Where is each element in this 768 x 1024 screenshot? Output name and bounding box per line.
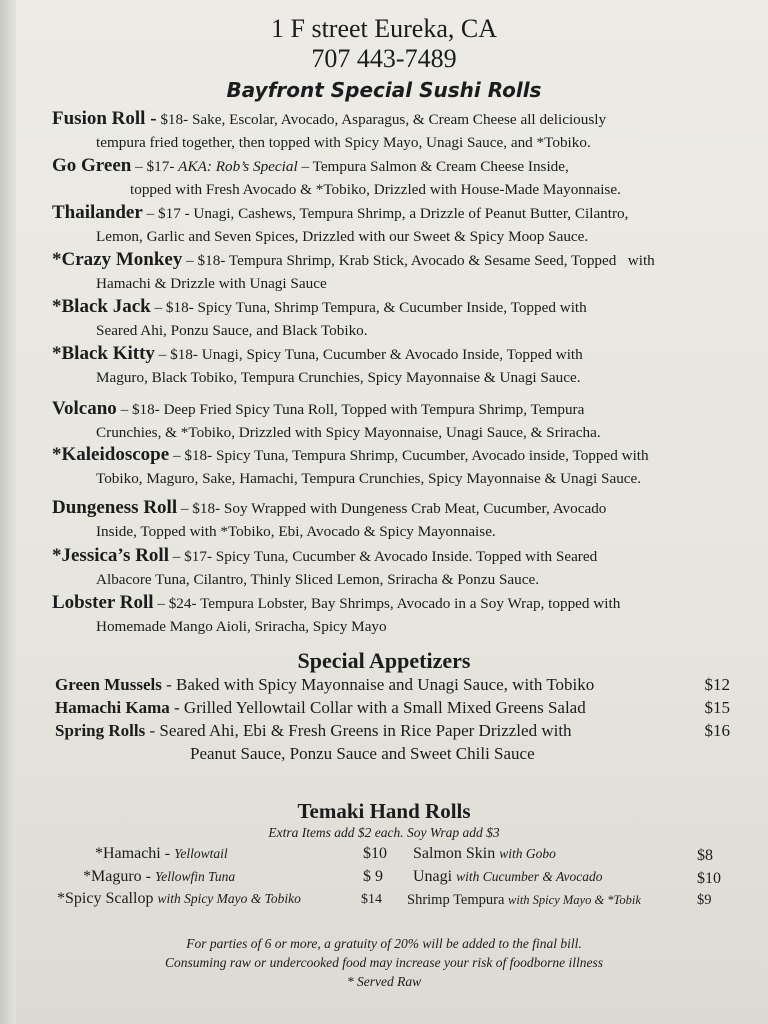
roll-name: Fusion Roll - xyxy=(52,108,157,129)
roll-item xyxy=(52,107,752,154)
roll-item xyxy=(52,443,752,490)
temaki-desc: with Spicy Mayo & Tobiko xyxy=(157,891,301,906)
roll-item xyxy=(52,154,752,201)
temaki-price: $10 xyxy=(697,870,721,887)
temaki-desc: with Gobo xyxy=(499,846,556,861)
restaurant-address: 1 F street Eureka, CA xyxy=(270,14,497,43)
sushi-rolls-title: Bayfront Special Sushi Rolls xyxy=(226,78,542,102)
roll-desc-cont: Hamachi & Drizzle with Unagi Sauce xyxy=(96,275,327,292)
roll-aka: AKA: Rob’s Special xyxy=(178,158,298,175)
roll-item xyxy=(52,342,752,389)
temaki-item xyxy=(413,845,556,863)
appetizers-title: Special Appetizers xyxy=(297,648,471,673)
roll-name: *Kaleidoscope xyxy=(52,444,170,465)
gratuity-note: For parties of 6 or more, a gratuity of 20% will be added to the final bill. xyxy=(186,936,582,951)
temaki-name: Salmon Skin xyxy=(413,845,500,862)
roll-desc-cont: Crunchies, & *Tobiko, Drizzled with Spicy Mayonnaise, Unagi Sauce, & Sriracha. xyxy=(96,424,601,441)
roll-item xyxy=(52,201,752,248)
roll-desc: – $18- Deep Fried Spicy Tuna Roll, Topped with Tempura Shrimp, Tempura xyxy=(116,401,585,418)
temaki-title: Temaki Hand Rolls xyxy=(297,799,471,823)
roll-name: Lobster Roll xyxy=(52,592,154,613)
appetizer-price: $16 xyxy=(704,721,730,740)
appetizer-name: Spring Rolls xyxy=(55,721,146,740)
appetizer-name: Green Mussels xyxy=(55,675,162,694)
roll-desc: $18- Sake, Escolar, Avocado, Asparagus, & Cream Cheese all deliciously xyxy=(156,111,607,128)
roll-desc: – $24- Tempura Lobster, Bay Shrimps, Avocado in a Soy Wrap, topped with xyxy=(153,595,621,612)
temaki-price: $10 xyxy=(363,845,387,862)
roll-desc: – $18- Soy Wrapped with Dungeness Crab Meat, Cucumber, Avocado xyxy=(177,500,607,517)
roll-desc: – $18- Unagi, Spicy Tuna, Cucumber & Avocado Inside, Topped with xyxy=(154,346,583,363)
roll-name: *Jessica’s Roll xyxy=(52,545,169,566)
temaki-item xyxy=(57,890,301,908)
temaki-price: $14 xyxy=(361,892,382,907)
temaki-price: $9 xyxy=(697,892,712,908)
appetizer-price: $12 xyxy=(704,675,730,694)
temaki-name: Unagi xyxy=(413,868,457,885)
roll-desc-cont: Maguro, Black Tobiko, Tempura Crunchies, Spicy Mayonnaise & Unagi Sauce. xyxy=(96,369,581,386)
temaki-name: *Spicy Scallop xyxy=(57,890,158,907)
roll-desc: – $18- Spicy Tuna, Tempura Shrimp, Cucumber, Avocado inside, Topped with xyxy=(169,447,649,464)
temaki-item xyxy=(413,868,602,886)
restaurant-phone: 707 443-7489 xyxy=(311,44,457,73)
temaki-desc: Yellowtail xyxy=(174,846,228,861)
roll-name: Thailander xyxy=(52,202,143,223)
roll-desc-cont: tempura fried together, then topped with Spicy Mayo, Unagi Sauce, and *Tobiko. xyxy=(96,134,591,151)
roll-desc-cont: Seared Ahi, Ponzu Sauce, and Black Tobiko. xyxy=(96,322,368,339)
roll-item xyxy=(52,397,752,444)
appetizer-item xyxy=(55,673,730,696)
temaki-name: *Maguro - xyxy=(83,868,155,885)
temaki-item xyxy=(83,868,235,886)
raw-food-warning: Consuming raw or undercooked food may increase your risk of foodborne illness xyxy=(164,955,604,970)
roll-desc: – $18- Tempura Shrimp, Krab Stick, Avocado & Sesame Seed, Topped with xyxy=(182,252,655,269)
roll-price: – $17- xyxy=(131,158,179,175)
roll-item xyxy=(52,295,752,342)
temaki-price: $ 9 xyxy=(363,868,383,885)
temaki-desc: with Spicy Mayo & *Tobik xyxy=(508,893,641,907)
appetizer-desc: - Seared Ahi, Ebi & Fresh Greens in Rice Paper Drizzled with xyxy=(145,721,572,740)
roll-desc: – $18- Spicy Tuna, Shrimp Tempura, & Cucumber Inside, Topped with xyxy=(150,299,587,316)
roll-name: Dungeness Roll xyxy=(52,497,178,518)
roll-item xyxy=(52,496,752,543)
temaki-note: Extra Items add $2 each. Soy Wrap add $3 xyxy=(268,825,500,840)
temaki-item xyxy=(407,892,641,909)
page-edge xyxy=(0,0,16,1024)
served-raw-note: * Served Raw xyxy=(346,974,422,989)
appetizer-desc: - Baked with Spicy Mayonnaise and Unagi Sauce, with Tobiko xyxy=(161,675,595,694)
appetizer-item xyxy=(55,719,730,765)
roll-item xyxy=(52,544,752,591)
appetizer-name: Hamachi Kama xyxy=(55,698,170,717)
temaki-desc: with Cucumber & Avocado xyxy=(456,869,603,884)
roll-desc: – $17- Spicy Tuna, Cucumber & Avocado Inside. Topped with Seared xyxy=(168,548,598,565)
roll-desc: – Tempura Salmon & Cream Cheese Inside, xyxy=(297,158,569,175)
roll-name: *Black Jack xyxy=(52,296,151,317)
roll-desc-cont: topped with Fresh Avocado & *Tobiko, Drizzled with House-Made Mayonnaise. xyxy=(130,181,621,198)
appetizer-item xyxy=(55,696,730,719)
temaki-price: $8 xyxy=(697,847,713,864)
roll-name: *Black Kitty xyxy=(52,343,155,364)
temaki-name: Shrimp Tempura xyxy=(407,892,509,908)
roll-desc-cont: Albacore Tuna, Cilantro, Thinly Sliced Lemon, Sriracha & Ponzu Sauce. xyxy=(96,571,540,588)
roll-item xyxy=(52,591,752,638)
roll-item xyxy=(52,248,752,295)
roll-desc: – $17 - Unagi, Cashews, Tempura Shrimp, a Drizzle of Peanut Butter, Cilantro, xyxy=(142,205,629,222)
temaki-item xyxy=(95,845,228,863)
temaki-name: *Hamachi - xyxy=(95,845,175,862)
roll-desc-cont: Lemon, Garlic and Seven Spices, Drizzled with our Sweet & Spicy Moop Sauce. xyxy=(96,228,589,245)
appetizer-price: $15 xyxy=(704,698,730,717)
roll-name: Volcano xyxy=(52,398,117,419)
roll-desc-cont: Inside, Topped with *Tobiko, Ebi, Avocado & Spicy Mayonnaise. xyxy=(96,523,496,540)
appetizer-desc-cont: Peanut Sauce, Ponzu Sauce and Sweet Chili Sauce xyxy=(190,744,535,763)
roll-name: Go Green xyxy=(52,155,132,176)
temaki-desc: Yellowfin Tuna xyxy=(154,869,236,884)
roll-desc-cont: Homemade Mango Aioli, Sriracha, Spicy Mayo xyxy=(96,618,387,635)
roll-desc-cont: Tobiko, Maguro, Sake, Hamachi, Tempura Crunchies, Spicy Mayonnaise & Unagi Sauce. xyxy=(96,470,642,487)
appetizer-desc: - Grilled Yellowtail Collar with a Small Mixed Greens Salad xyxy=(169,698,586,717)
roll-name: *Crazy Monkey xyxy=(52,249,183,270)
